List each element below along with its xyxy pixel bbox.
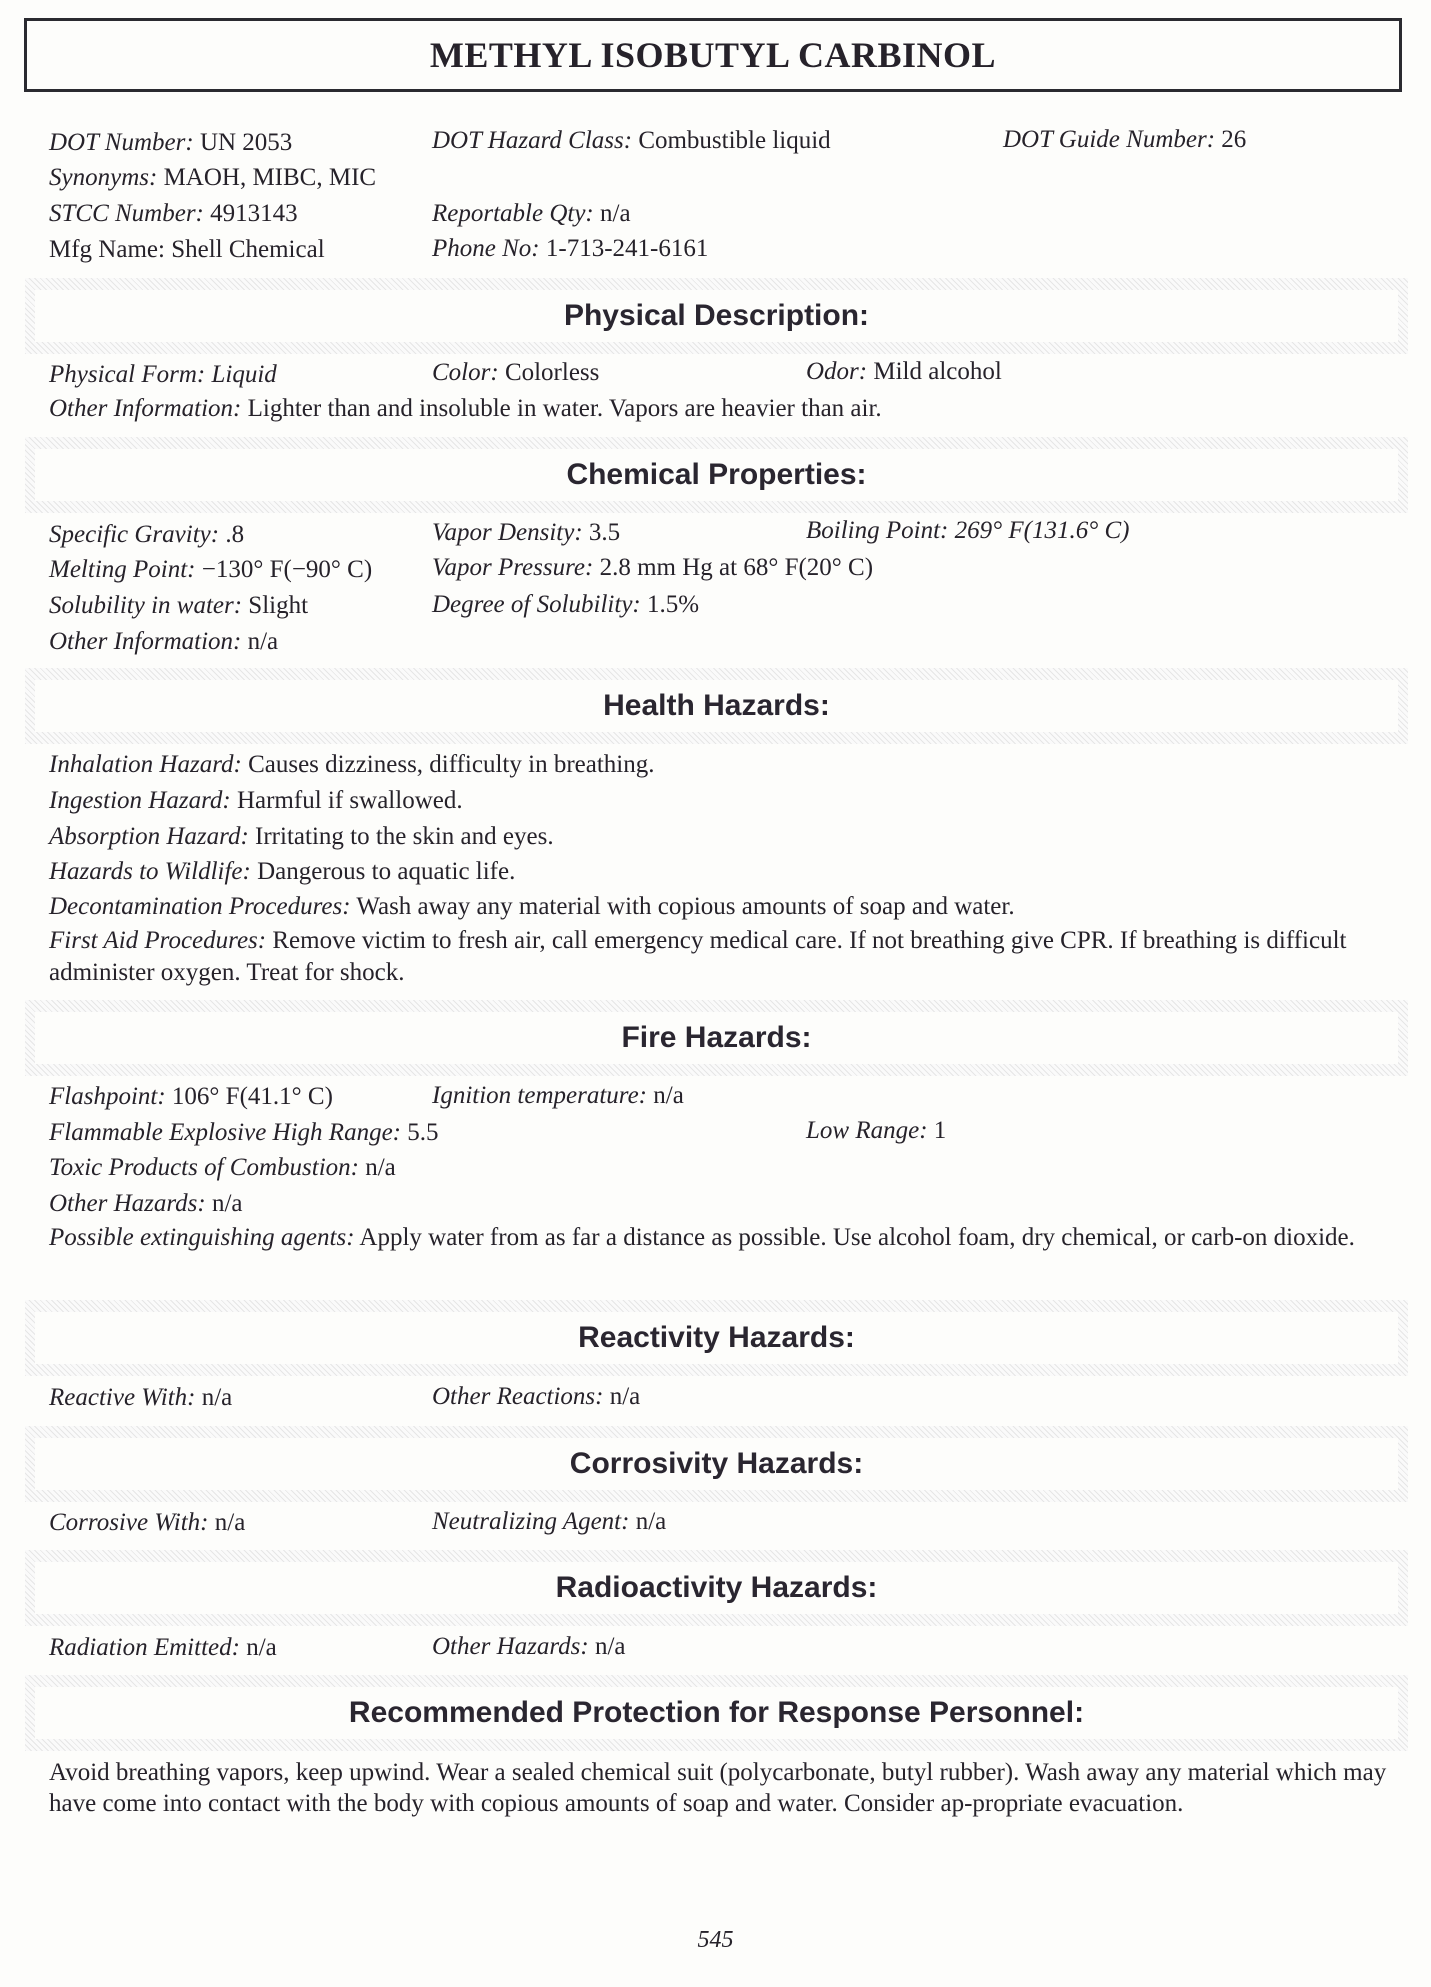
degree-of-solubility: Degree of Solubility: 1.5% (432, 591, 700, 618)
section-heading: Chemical Properties: (566, 458, 867, 491)
section-band-fire (25, 1000, 1408, 1076)
section-heading: Fire Hazards: (621, 1021, 812, 1054)
toxic-products: Toxic Products of Combustion: n/a (49, 1154, 396, 1181)
low-range: Low Range: 1 (806, 1117, 947, 1144)
section-band-corrosivity (25, 1426, 1408, 1502)
phone-no: Phone No: 1-713-241-6161 (432, 235, 709, 262)
flammable-high-range: Flammable Explosive High Range: 5.5 (49, 1119, 439, 1146)
specific-gravity: Specific Gravity: .8 (49, 521, 245, 548)
solubility-in-water: Solubility in water: Slight (49, 592, 309, 619)
protection-text: Avoid breathing vapors, keep upwind. Wear a sealed chemical suit (polycarbonate, butyl rubber). Wash away any material which may have come into contact with the body with copious amounts of soap and water. Consider ap-propriate evacuation. (49, 1759, 1387, 1817)
inhalation-hazard: Inhalation Hazard: Causes dizziness, difficulty in breathing. (49, 751, 655, 778)
ingestion-hazard: Ingestion Hazard: Harmful if swallowed. (49, 787, 463, 814)
dot-hazard-class: DOT Hazard Class: Combustible liquid (432, 127, 831, 154)
section-heading: Radioactivity Hazards: (555, 1571, 878, 1604)
radioactivity-other-hazards: Other Hazards: n/a (432, 1633, 626, 1660)
vapor-density: Vapor Density: 3.5 (432, 519, 621, 546)
neutralizing-agent: Neutralizing Agent: n/a (432, 1508, 667, 1535)
boiling-point: Boiling Point: 269° F(131.6° C) (806, 517, 1130, 544)
section-heading: Corrosivity Hazards: (569, 1447, 864, 1480)
section-heading: Reactivity Hazards: (578, 1321, 855, 1354)
section-band-health (25, 668, 1408, 744)
vapor-pressure: Vapor Pressure: 2.8 mm Hg at 68° F(20° C) (432, 554, 874, 581)
mfg-name: Mfg Name: Shell Chemical (49, 236, 325, 263)
section-heading: Recommended Protection for Response Personnel: (348, 1696, 1085, 1729)
section-band-physical (25, 278, 1408, 354)
section-band-protection (25, 1675, 1408, 1751)
page-title: METHYL ISOBUTYL CARBINOL (429, 35, 997, 75)
physical-form: Physical Form: Liquid (49, 361, 277, 388)
section-heading: Health Hazards: (603, 689, 830, 722)
hazards-to-wildlife: Hazards to Wildlife: Dangerous to aquatic life. (49, 858, 516, 885)
extinguishing-agents: Possible extinguishing agents: Apply water from as far a distance as possible. Use alcohol foam, dry chemical, or carb-on dioxide. (49, 1224, 1355, 1251)
dot-number: DOT Number: UN 2053 (49, 129, 293, 156)
stcc-number: STCC Number: 4913143 (49, 200, 298, 227)
melting-point: Melting Point: −130° F(−90° C) (49, 556, 373, 583)
section-heading: Physical Description: (563, 299, 870, 332)
section-band-radioactivity (25, 1550, 1408, 1626)
section-band-chemical (25, 437, 1408, 513)
reactive-with: Reactive With: n/a (49, 1384, 233, 1411)
first-aid-procedures: First Aid Procedures: Remove victim to fresh air, call emergency medical care. If not breathing give CPR. If breathing is difficult administer oxygen. Treat for shock. (49, 927, 1347, 986)
ignition-temperature: Ignition temperature: n/a (432, 1082, 684, 1109)
other-reactions: Other Reactions: n/a (432, 1383, 641, 1410)
corrosive-with: Corrosive With: n/a (49, 1509, 246, 1536)
page-number: 545 (697, 1927, 734, 1953)
section-band-reactivity (25, 1300, 1408, 1376)
dot-guide-number: DOT Guide Number: 26 (1003, 126, 1247, 153)
odor: Odor: Mild alcohol (806, 358, 1002, 385)
decontamination-procedures: Decontamination Procedures: Wash away any material with copious amounts of soap and water. (49, 893, 1015, 920)
fire-other-hazards: Other Hazards: n/a (49, 1190, 243, 1217)
radiation-emitted: Radiation Emitted: n/a (49, 1634, 277, 1661)
title-box (24, 18, 1402, 92)
physical-other-info: Other Information: Lighter than and insoluble in water. Vapors are heavier than air. (49, 395, 882, 422)
chemical-other-info: Other Information: n/a (49, 628, 279, 655)
absorption-hazard: Absorption Hazard: Irritating to the skin and eyes. (49, 823, 554, 850)
color: Color: Colorless (432, 359, 600, 386)
flashpoint: Flashpoint: 106° F(41.1° C) (49, 1083, 333, 1110)
synonyms: Synonyms: MAOH, MIBC, MIC (49, 164, 377, 191)
reportable-qty: Reportable Qty: n/a (432, 200, 631, 227)
